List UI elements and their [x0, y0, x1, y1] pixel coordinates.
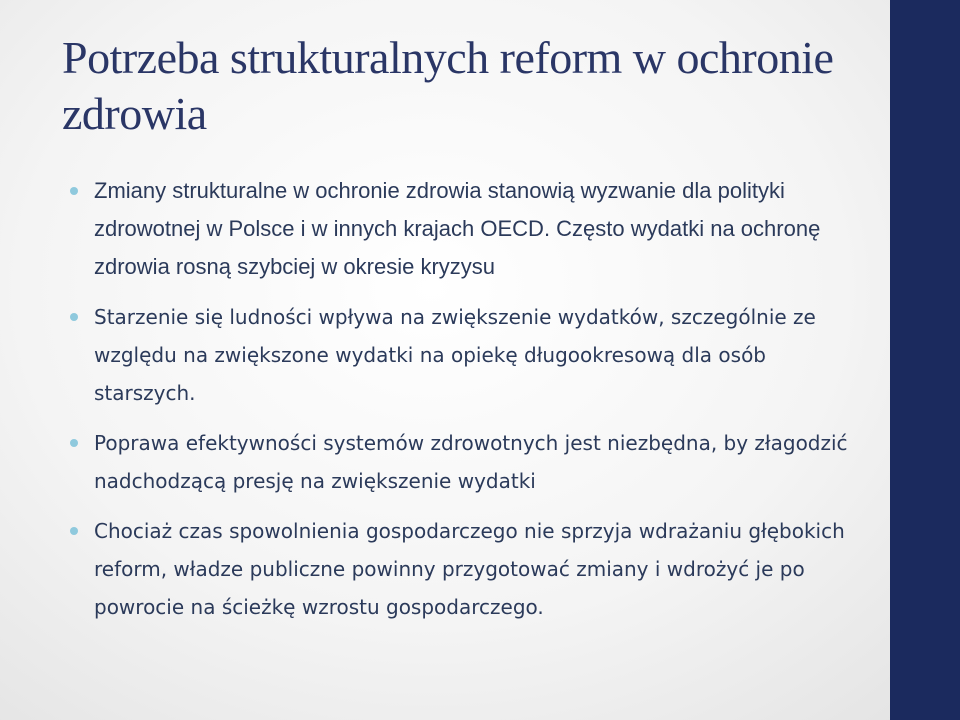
- bullet-dot-icon: [70, 187, 78, 195]
- bullet-item-1: [70, 172, 850, 286]
- bullet-item-4: [70, 512, 850, 626]
- bullet-text: Starzenie się ludności wpływa na zwiększenie wydatków, szczególnie ze względu na zwiększone wydatki na opiekę długookresową dla osób starszych.: [94, 305, 816, 405]
- bullet-dot-icon: [70, 527, 78, 535]
- bullet-text: Zmiany strukturalne w ochronie zdrowia stanowią wyzwanie dla polityki zdrowotnej w Polsce i w innych krajach OECD. Często wydatki na ochronę zdrowia rosną szybciej w okresie kryzysu: [94, 178, 821, 279]
- bullet-text: Poprawa efektywności systemów zdrowotnych jest niezbędna, by złagodzić nadchodzącą presję na zwiększenie wydatki: [94, 431, 848, 493]
- bullet-dot-icon: [70, 313, 78, 321]
- right-accent-bar: [890, 0, 960, 720]
- bullet-item-3: [70, 424, 850, 500]
- slide-title: Potrzeba strukturalnych reform w ochronie zdrowia: [62, 32, 834, 139]
- bullet-text: Chociaż czas spowolnienia gospodarczego nie sprzyja wdrażaniu głębokich reform, władze publiczne powinny przygotować zmiany i wdrożyć je po powrocie na ścieżkę wzrostu gospodarczego.: [94, 519, 845, 619]
- bullet-item-2: [70, 298, 850, 412]
- bullet-list: [70, 172, 850, 638]
- bullet-dot-icon: [70, 439, 78, 447]
